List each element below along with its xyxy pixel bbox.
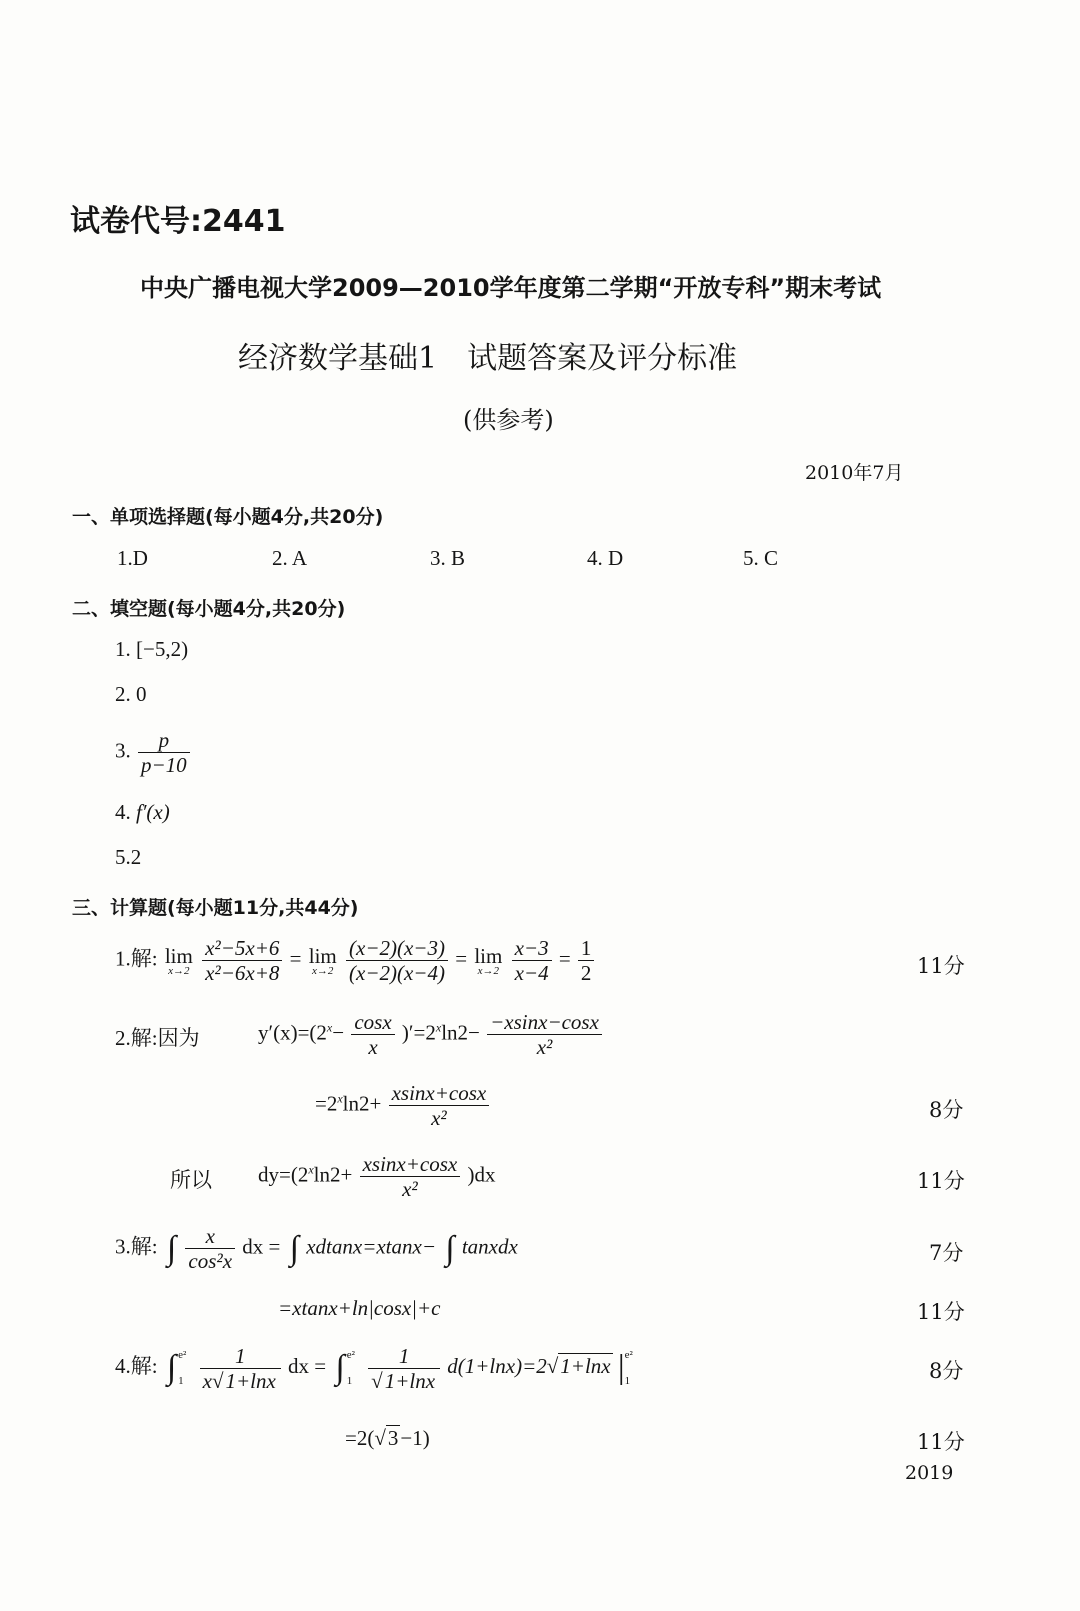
answer-2-3-fraction: $\frac{p}{p-10}$ bbox=[138, 728, 190, 777]
answer-1-1: 1.D bbox=[117, 546, 148, 570]
answer-1-4: 4. D bbox=[587, 546, 624, 570]
problem-3-line-1: 3.解: ∫ $\frac{x}{\text{cos²x}}$ dx = ∫ xdtanx=xtanx− ∫ tanxdx bbox=[115, 1224, 518, 1273]
problem-1-score: 11分 bbox=[917, 954, 965, 978]
problem-1-solution: 1.解: lim x→2 $\frac{\text{x²−5x+6}}{\text{x²−6x+8}}$ = lim x→2 $\frac{(x-2)(x-3)}{(x-2)(x-4)}$ = lim x→2 $\frac{x-3}{x-4}$ = $\frac{1}{2}$ bbox=[115, 936, 596, 985]
answer-1-2: 2. A bbox=[272, 546, 308, 570]
answer-2-2: 2. 0 bbox=[115, 682, 147, 706]
answer-1-3: 3. B bbox=[430, 546, 466, 570]
problem-2-label: 2.解:因为 bbox=[115, 1026, 200, 1050]
problem-2-so-label: 所以 bbox=[170, 1168, 212, 1192]
page-number: 2019 bbox=[905, 1462, 954, 1484]
problem-2-line-2: $=2^x\ln 2+$ $\frac{xsinx+\cos x}{\text{x²}}$ bbox=[315, 1081, 491, 1130]
answer-2-1: 1. [−5,2) bbox=[115, 637, 189, 661]
answer-2-3-label: 3. bbox=[115, 738, 131, 763]
answer-2-4: 4. f′(x) bbox=[115, 800, 170, 824]
problem-3-score-2: 11分 bbox=[917, 1300, 965, 1324]
section-3-title: 三、计算题(每小题11分,共44分) bbox=[72, 897, 359, 919]
problem-2-score-2: 11分 bbox=[917, 1169, 965, 1193]
problem-2-line-3: $dy=(2^x\ln 2+$ $\frac{xsinx+\cos x}{\text{x²}}$ )dx bbox=[258, 1152, 496, 1201]
section-2-title: 二、填空题(每小题4分,共20分) bbox=[72, 598, 346, 620]
document-title: 经济数学基础1 试题答案及评分标准 bbox=[238, 341, 738, 376]
problem-3-line-2: =xtanx+ln|cosx|+c bbox=[278, 1296, 441, 1320]
answer-1-5: 5. C bbox=[743, 546, 779, 570]
date: 2010年7月 bbox=[805, 462, 904, 484]
answer-2-3 bbox=[115, 728, 192, 777]
problem-4-score-1: 8分 bbox=[929, 1359, 964, 1383]
institution-line: 中央广播电视大学2009—2010学年度第二学期“开放专科”期末考试 bbox=[140, 274, 882, 302]
section-1-title: 一、单项选择题(每小题4分,共20分) bbox=[72, 506, 384, 528]
answer-2-5: 5.2 bbox=[115, 845, 142, 869]
problem-4-line-2: =2(√3−1) bbox=[345, 1426, 430, 1450]
paper-code: 试卷代号:2441 bbox=[70, 204, 286, 239]
problem-2-score-1: 8分 bbox=[929, 1098, 964, 1122]
problem-2-line-1: $y'(x)=(2^x-$ $\frac{\cos x}{x}$ )$'=2^x\ln 2-$ $\frac{-xsinx-\cos x}{\text{x²}}$ bbox=[258, 1010, 604, 1059]
reference-note: (供参考) bbox=[463, 406, 554, 434]
problem-3-score-1: 7分 bbox=[929, 1241, 964, 1265]
problem-4-line-1: 4.解: ∫ e² 1 $\frac{1}{x√1+\ln x}$ dx = ∫ e² 1 $\frac{1}{√1+\ln x}$ d(1+lnx)=2√1+lnx | e² 1 bbox=[115, 1343, 633, 1393]
problem-4-score-2: 11分 bbox=[917, 1430, 965, 1454]
